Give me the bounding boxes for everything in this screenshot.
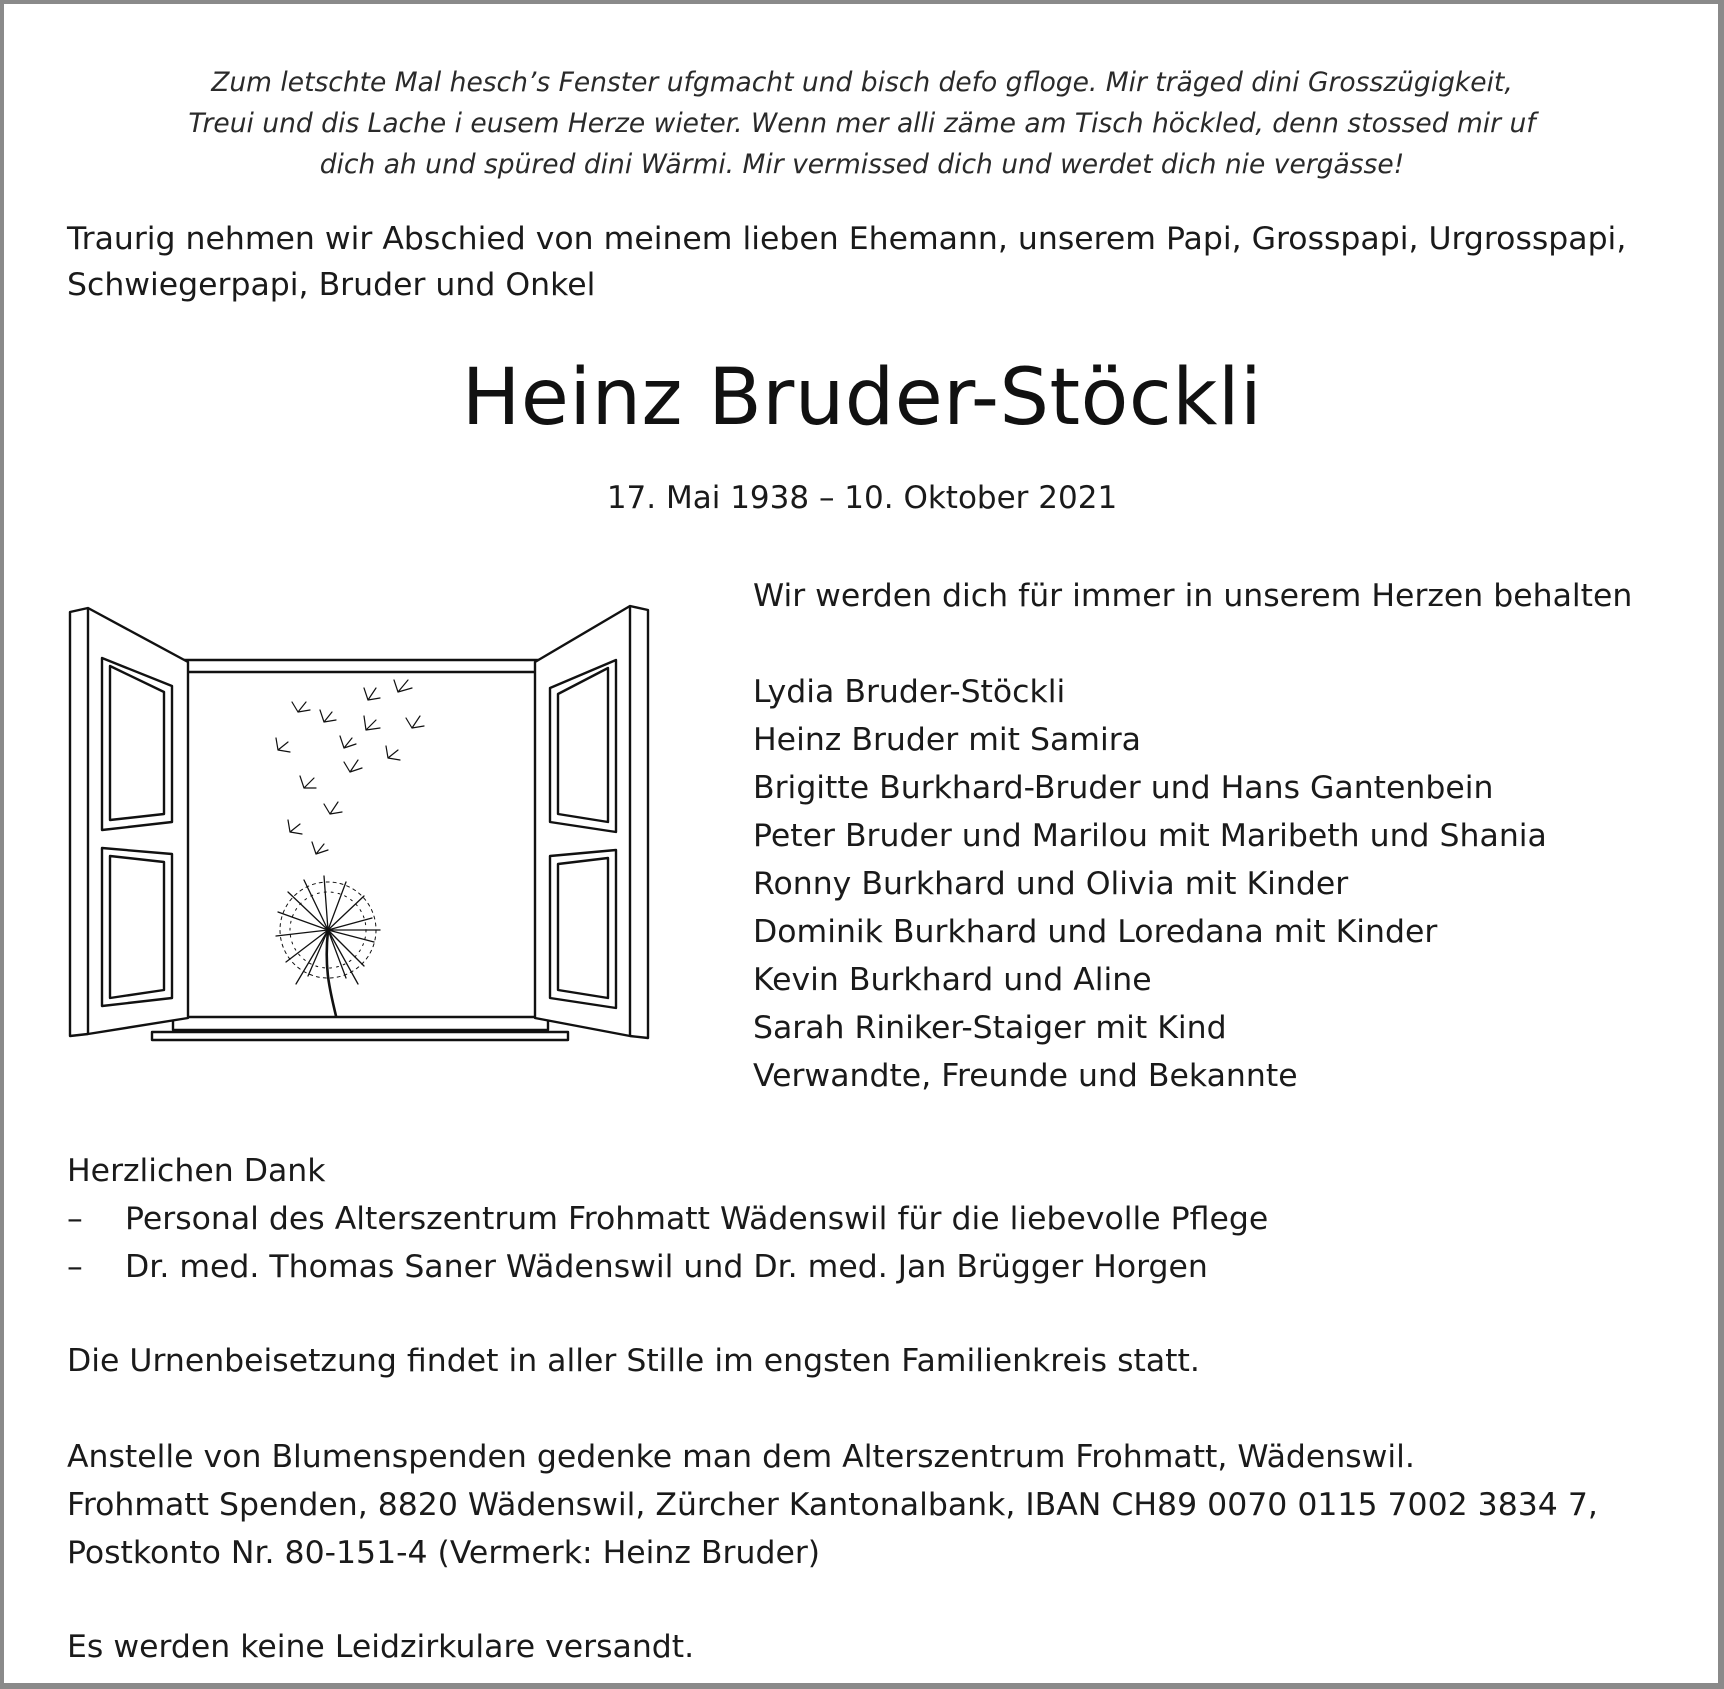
thanks-section — [67, 1147, 1667, 1291]
motto-line: dich ah und spüred dini Wärmi. Mir vermissed dich und werdet dich nie vergässe! — [319, 149, 1405, 180]
intro-line: Traurig nehmen wir Abschied von meinem lieben Ehemann, unserem Papi, Grosspapi, Urgrosspapi, — [67, 221, 1627, 257]
donation-line: Frohmatt Spenden, 8820 Wädenswil, Zürcher Kantonalbank, IBAN CH89 0070 0115 7002 3834 7, — [67, 1487, 1598, 1523]
life-dates: 17. Mai 1938 – 10. Oktober 2021 — [606, 480, 1118, 516]
family-member: Sarah Riniker-Staiger mit Kind — [753, 1010, 1227, 1046]
thanks-heading: Herzlichen Dank — [67, 1153, 326, 1189]
motto-line: Zum letschte Mal hesch’s Fenster ufgmacht und bisch defo gfloge. Mir träged dini Grosszügigkeit, — [211, 67, 1513, 98]
deceased-name: Heinz Bruder-Stöckli — [461, 353, 1263, 443]
family-member: Kevin Burkhard und Aline — [753, 962, 1152, 998]
dash-bullet: – — [67, 1249, 83, 1285]
closing-text: Es werden keine Leidzirkulare versandt. — [67, 1629, 695, 1665]
family-member: Dominik Burkhard und Loredana mit Kinder — [753, 914, 1438, 950]
donation-note — [67, 1433, 1687, 1577]
donation-line: Anstelle von Blumenspenden gedenke man dem Alterszentrum Frohmatt, Wädenswil. — [67, 1439, 1415, 1475]
family-member: Peter Bruder und Marilou mit Maribeth und Shania — [753, 818, 1547, 854]
burial-note — [67, 1337, 1687, 1385]
family-member: Brigitte Burkhard-Bruder und Hans Gantenbein — [753, 770, 1494, 806]
donation-line: Postkonto Nr. 80-151-4 (Vermerk: Heinz Bruder) — [67, 1535, 821, 1571]
thanks-item — [67, 1243, 1667, 1291]
motto — [80, 62, 1644, 185]
family-member: Verwandte, Freunde und Bekannte — [753, 1058, 1298, 1094]
family-member: Ronny Burkhard und Olivia mit Kinder — [753, 866, 1349, 902]
intro-text — [67, 216, 1667, 308]
dash-bullet: – — [67, 1201, 83, 1237]
family-member: Lydia Bruder-Stöckli — [753, 674, 1066, 710]
motto-line: Treui und dis Lache i eusem Herze wieter. Wenn mer alli zäme am Tisch höckled, denn stossed mir uf — [188, 108, 1536, 139]
spacer — [753, 620, 1683, 668]
open-window-dandelion-icon — [68, 600, 653, 1042]
family-member: Heinz Bruder mit Samira — [753, 722, 1141, 758]
family-heading: Wir werden dich für immer in unserem Herzen behalten — [753, 578, 1633, 614]
closing-note — [67, 1623, 1687, 1671]
thanks-item-text: Personal des Alterszentrum Frohmatt Wädenswil für die liebevolle Pflege — [125, 1201, 1269, 1237]
family-list — [753, 572, 1683, 1100]
thanks-item — [67, 1195, 1667, 1243]
thanks-item-text: Dr. med. Thomas Saner Wädenswil und Dr. med. Jan Brügger Horgen — [125, 1249, 1208, 1285]
burial-text: Die Urnenbeisetzung findet in aller Stille im engsten Familienkreis statt. — [67, 1343, 1200, 1379]
intro-line: Schwiegerpapi, Bruder und Onkel — [67, 267, 596, 303]
